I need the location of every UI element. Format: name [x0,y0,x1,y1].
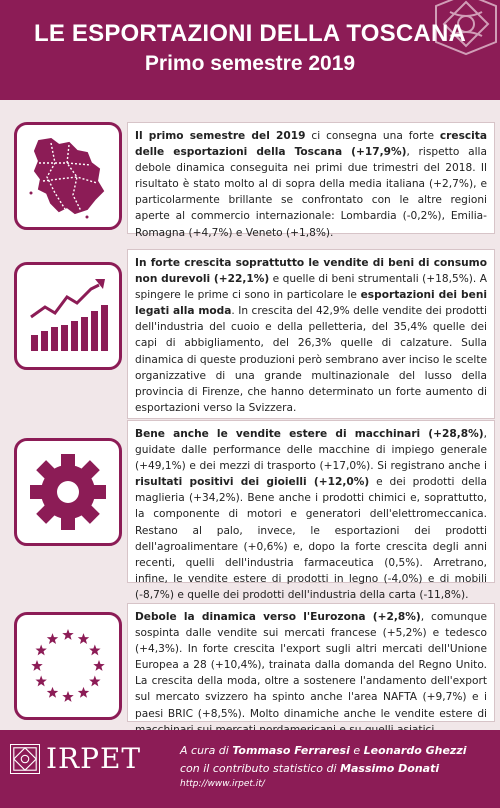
highlight-text: Bene anche le vendite estere di macchinari (+28,8%) [135,428,484,440]
header-banner [0,0,500,100]
irpet-logo [10,742,141,775]
highlight-text: In forte crescita soprattutto le vendite di beni di consumo non durevoli (+22,1%) [135,257,487,286]
icon-box [14,612,122,720]
website-link[interactable]: http://www.irpet.it/ [180,779,265,790]
highlight-text: esportazioni dei beni legati alla moda [135,289,487,318]
text-card [127,603,495,722]
author-name: Leonardo Ghezzi [363,744,467,757]
star-icon [78,687,89,698]
body-text: e dei prodotti della maglieria (+34,2%). Bene anche i prodotti chimici e, soprattutto, la componente di motori e generatori dell'elettromeccanica. Restano al palo, invece, le esportazioni dei prodotti dell'agroalimentare (+0,6%) e, dopo la forte crescita degli anni recenti, quelli dell'industria farmaceutica (0,5%). Arretrano, infine, le vendite estere di prodotti in legno (-4,0%) e di mobili (-8,7%) e quelle dei prodotti dell'industria della carta (-11,8%). [135,476,487,601]
icon-box [14,262,122,370]
credits [180,742,467,792]
body-text: e quelle di beni strumentali (+18,5%). A spingere le prime ci sono in particolare le [135,273,487,302]
star-icon [89,645,100,656]
page-subtitle: Primo semestre 2019 [144,52,356,75]
star-icon [35,645,46,656]
body-text: ci consegna una forte [305,130,440,142]
logo-text: IRPET [46,742,142,775]
highlight-text: crescita delle esportazioni della Toscana (+17,9%) [135,130,487,159]
star-icon [93,660,104,671]
author-name: Tommaso Ferraresi [232,744,350,757]
icon-box [14,438,122,546]
text-card [127,249,495,419]
body-text: , comunque sospinta dalle vendite sui mercati francese (+5,2%) e tedesco (+4,3%). In forte crescita l'export sugli altri mercati dell'Unione Europea a 28 (+10,4%), trainata dalla domanda del Regno Unito. La crescita della moda, oltre a sostenere l'andamento dell'export sul mercato svizzero ha spinto anche l'area NAFTA (+9,7%) e i paesi BRIC (+8,5%). Molto dinamiche anche le vendite estere di [135,611,488,720]
credits-line-2: con il contributo statistico di Massimo Donati [180,761,440,775]
gear-icon [25,449,111,535]
eu-stars-icon [25,623,111,709]
author-name: Massimo Donati [340,761,440,775]
star-icon [62,691,73,702]
star-icon [47,687,58,698]
body-text: , rispetto alla debole dinamica conseguita nei primi due trimestri del 2018. Il risultato è stato molto al di sopra della media italiana (+2,7%), e particolarmente brillante se confrontato con le altre regioni aperte al commercio internazionale: Lombardia (-0,2%), Emilia-Romagna (+4,7%) e Veneto (+1,8%). [135,146,487,239]
credits-line-1: A cura di Tommaso Ferraresi e Leonardo Ghezzi [180,744,467,757]
body-text: , guidate dalle performance delle macchine di impiego generale (+49,1%) e dei mezzi di trasporto (+17,0%). Si registrano anche i [135,428,487,473]
highlight-text: Il primo semestre del 2019 [135,130,306,142]
tuscany-map-icon [25,133,111,219]
star-icon [35,676,46,687]
icon-box [14,122,122,230]
star-icon [89,676,100,687]
star-icon [62,629,73,640]
text-card [127,420,495,601]
body-text: . In crescita del 42,9% delle vendite dei prodotti dell'industria del cuoio e della pelletteria, del 35,4% quelle dei capi di abbigliamento, del 26,3% quelle di calzature. Sulla dinamica di queste produzioni però sembrano aver inciso le scelte organizzative di una grande multinazionale del lusso della provincia di Firenze, che hanno determinato un forte aumento di esportazioni verso la Svizzera. [135,305,487,414]
star-icon [31,660,42,671]
page-title: LE ESPORTAZIONI DELLA TOSCANA [33,20,467,47]
highlight-text: risultati positivi dei gioielli (+12,0%) [135,476,370,489]
text-card [127,122,495,239]
star-icon [78,633,89,644]
footer [0,730,500,808]
star-icon [47,633,58,644]
rising-bar-chart-icon [25,273,111,359]
highlight-text: Debole la dinamica verso l'Eurozona (+2,8%) [135,611,421,623]
logo-mark-icon [10,744,40,774]
